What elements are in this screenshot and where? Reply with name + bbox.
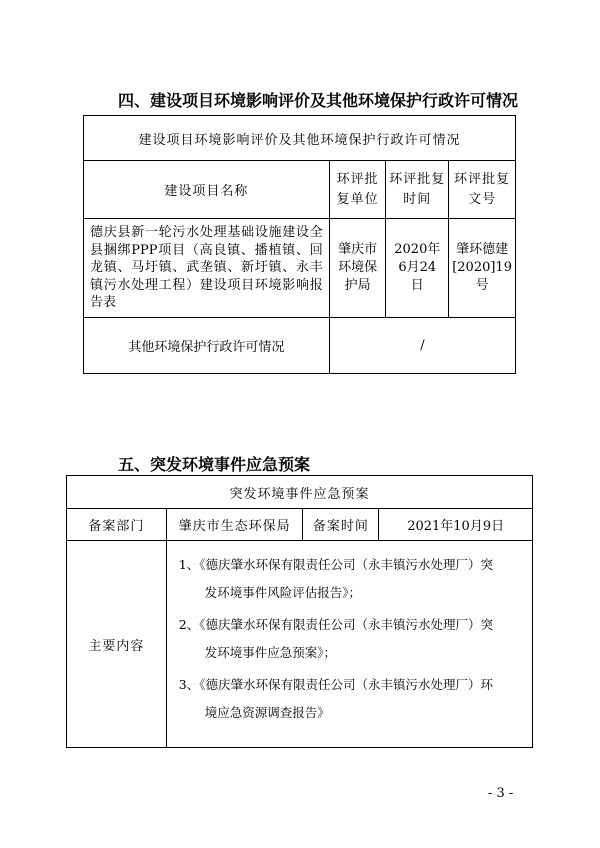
page-number: - 3 - bbox=[488, 786, 514, 801]
approval-unit-cell: 肇庆市环境保护局 bbox=[329, 219, 386, 318]
eia-table-caption: 建设项目环境影响评价及其他环境保护行政许可情况 bbox=[84, 116, 516, 161]
filing-dept-label: 备案部门 bbox=[67, 509, 167, 541]
other-permit-label: 其他环境保护行政许可情况 bbox=[84, 318, 330, 374]
approval-doc-cell: 肇环德建[2020]19号 bbox=[449, 219, 516, 318]
content-item-3-line1: 3、《德庆肇水环保有限责任公司（永丰镇污水处理厂）环 bbox=[178, 677, 493, 692]
content-item-1 bbox=[179, 551, 522, 607]
filing-dept-value: 肇庆市生态环保局 bbox=[166, 509, 303, 541]
main-content-label: 主要内容 bbox=[67, 541, 167, 748]
col-approval-time: 环评批复时间 bbox=[386, 161, 449, 219]
col-approval-unit: 环评批复单位 bbox=[329, 161, 386, 219]
content-item-3-line2: 境应急资源调查报告》 bbox=[204, 705, 330, 720]
other-permit-value: / bbox=[329, 318, 515, 374]
section4-heading: 四、建设项目环境影响评价及其他环境保护行政许可情况 bbox=[118, 91, 519, 110]
filing-time-value: 2021年10月9日 bbox=[379, 509, 533, 541]
content-item-1-line2: 发环境事件风险评估报告》； bbox=[204, 585, 362, 600]
content-item-3 bbox=[179, 671, 522, 727]
approval-time-cell: 2020年6月24日 bbox=[386, 219, 449, 318]
content-item-2-line1: 2、《德庆肇水环保有限责任公司（永丰镇污水处理厂）突 bbox=[178, 617, 493, 632]
emergency-table-caption: 突发环境事件应急预案 bbox=[67, 476, 533, 509]
filing-time-label: 备案时间 bbox=[303, 509, 379, 541]
eia-table bbox=[83, 115, 516, 374]
content-item-2-line2: 发环境事件应急预案》； bbox=[204, 645, 337, 660]
project-name-cell: 德庆县新一轮污水处理基础设施建设全县捆绑PPP项目（高良镇、播植镇、回龙镇、马圩镇、武垄镇、新圩镇、永丰镇污水处理工程）建设项目环境影响报告表 bbox=[84, 219, 330, 318]
col-approval-doc: 环评批复文号 bbox=[449, 161, 516, 219]
content-item-1-line1: 1、《德庆肇水环保有限责任公司（永丰镇污水处理厂）突 bbox=[178, 557, 493, 572]
content-item-2 bbox=[179, 611, 522, 667]
main-content-cell bbox=[166, 541, 532, 748]
emergency-table bbox=[66, 475, 533, 748]
col-project-name: 建设项目名称 bbox=[84, 161, 330, 219]
section5-heading: 五、突发环境事件应急预案 bbox=[118, 455, 311, 474]
